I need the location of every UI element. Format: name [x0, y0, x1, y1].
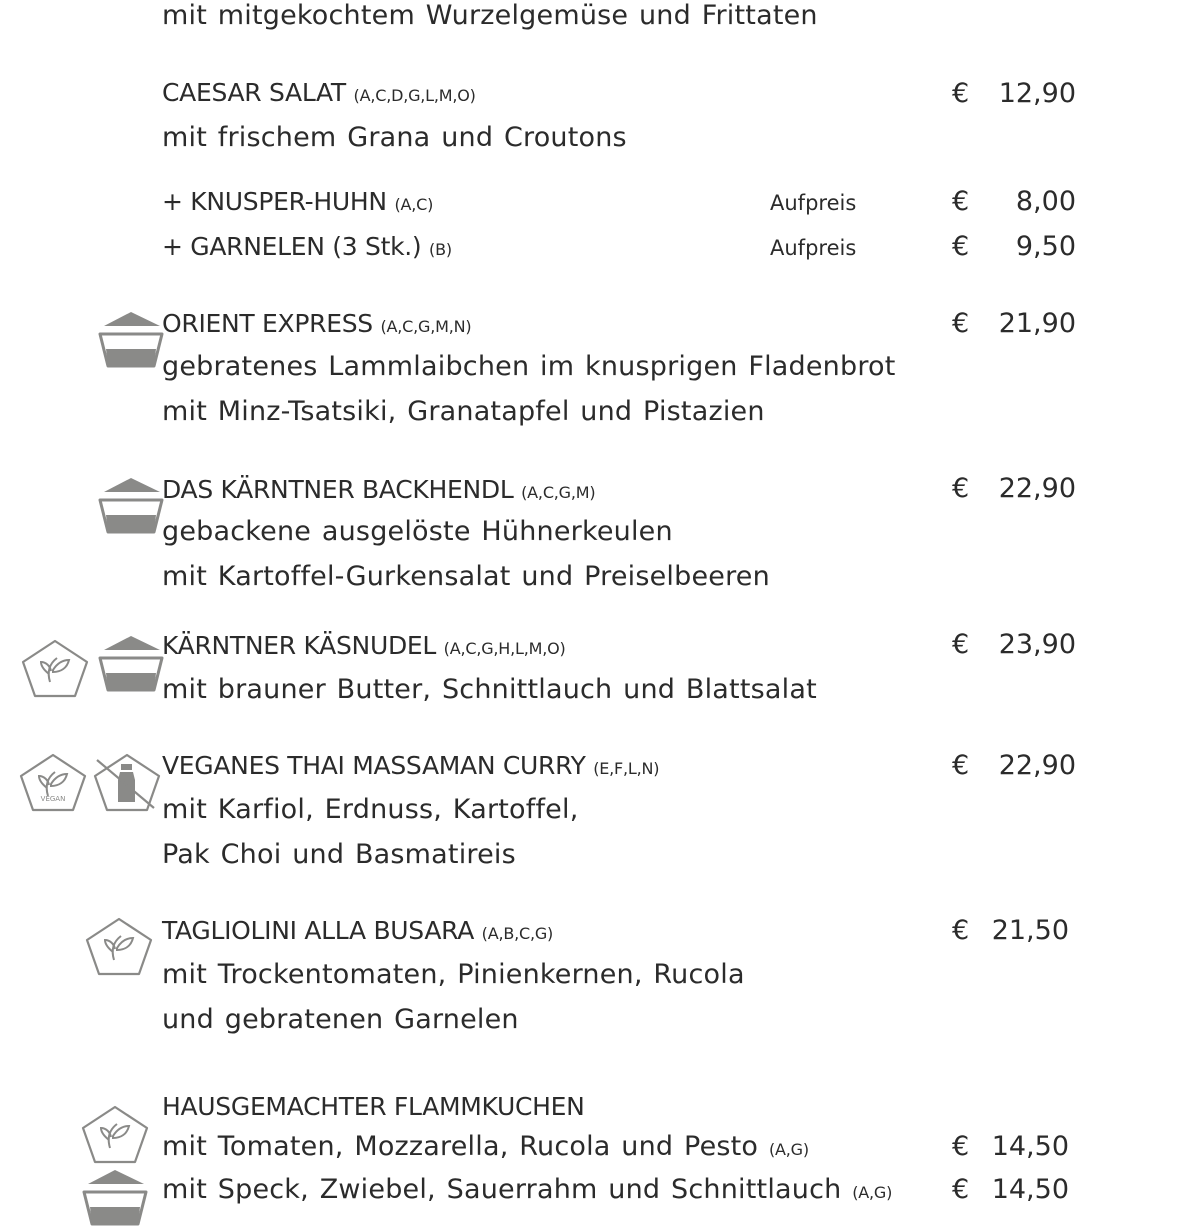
allergen-codes: (A,C,D,G,L,M,O)	[353, 86, 476, 105]
price-flammkuchen-tomato: 14,50	[991, 1131, 1069, 1162]
dish-title-caesar	[162, 78, 476, 107]
allergen-codes: (A,C)	[394, 195, 434, 214]
dish-description: mit brauner Butter, Schnittlauch und Blattsalat	[162, 674, 817, 705]
dish-description: und gebratenen Garnelen	[162, 1004, 519, 1035]
dish-description: gebackene ausgelöste Hühnerkeulen	[162, 516, 673, 547]
dish-name: VEGANES THAI MASSAMAN CURRY	[162, 751, 586, 780]
dish-name: ORIENT EXPRESS	[162, 309, 373, 338]
surcharge-label: Aufpreis	[770, 236, 857, 260]
currency-symbol: €	[952, 308, 970, 339]
price-caesar: 12,90	[998, 78, 1076, 109]
currency-symbol: €	[952, 1131, 970, 1162]
allergen-codes: (A,B,C,G)	[481, 924, 554, 943]
dish-description: Pak Choi und Basmatireis	[162, 839, 516, 870]
dish-description: mit Speck, Zwiebel, Sauerrahm und Schnittlauch	[162, 1174, 842, 1205]
surcharge-label: Aufpreis	[770, 191, 857, 215]
bowl-icon	[80, 1168, 150, 1228]
dish-description: mit Kartoffel-Gurkensalat und Preiselbeeren	[162, 561, 770, 592]
currency-symbol: €	[952, 1174, 970, 1205]
currency-symbol: €	[952, 473, 970, 504]
dish-title-tagliolini	[162, 916, 553, 945]
price-tagliolini: 21,50	[991, 915, 1069, 946]
currency-symbol: €	[952, 915, 970, 946]
dish-title-orient	[162, 309, 471, 338]
price-orient: 21,90	[998, 308, 1076, 339]
price-knusper-huhn: 8,00	[1015, 186, 1076, 217]
milk-crossed-icon	[92, 752, 162, 812]
price-curry: 22,90	[998, 750, 1076, 781]
currency-symbol: €	[952, 750, 970, 781]
bowl-icon	[96, 634, 166, 694]
extra-name: + GARNELEN (3 Stk.)	[162, 232, 422, 261]
dish-description: mit Karfiol, Erdnuss, Kartoffel,	[162, 794, 579, 825]
allergen-codes: (A,C,G,H,L,M,O)	[443, 639, 566, 658]
flammkuchen-variant-speck	[162, 1174, 892, 1205]
dish-name: KÄRNTNER KÄSNUDEL	[162, 631, 437, 660]
price-flammkuchen-speck: 14,50	[991, 1174, 1069, 1205]
vegan-leaf-icon	[18, 752, 88, 812]
vegan-label: VEGAN	[40, 795, 66, 803]
allergen-codes: (A,C,G,M)	[521, 483, 596, 502]
extra-garnelen	[162, 232, 452, 261]
bowl-icon	[96, 310, 166, 370]
dish-description: mit Minz-Tsatsiki, Granatapfel und Pistazien	[162, 396, 765, 427]
dish-name: TAGLIOLINI ALLA BUSARA	[162, 916, 474, 945]
allergen-codes: (B)	[429, 240, 452, 259]
dish-title-flammkuchen: HAUSGEMACHTER FLAMMKUCHEN	[162, 1092, 585, 1121]
currency-symbol: €	[952, 629, 970, 660]
currency-symbol: €	[952, 231, 970, 262]
dish-description: mit Tomaten, Mozzarella, Rucola und Pesto	[162, 1131, 759, 1162]
leaf-icon	[80, 1104, 150, 1164]
dish-name: DAS KÄRNTNER BACKHENDL	[162, 475, 514, 504]
currency-symbol: €	[952, 78, 970, 109]
extra-name: + KNUSPER-HUHN	[162, 187, 387, 216]
top-description: mit mitgekochtem Wurzelgemüse und Frittaten	[162, 0, 818, 31]
price-garnelen: 9,50	[1015, 231, 1076, 262]
price-backhendl: 22,90	[998, 473, 1076, 504]
dish-title-kasnudel	[162, 631, 566, 660]
allergen-codes: (A,G)	[768, 1140, 809, 1159]
leaf-icon	[84, 916, 154, 976]
allergen-codes: (E,F,L,N)	[593, 759, 660, 778]
currency-symbol: €	[952, 186, 970, 217]
extra-knusper-huhn	[162, 187, 433, 216]
flammkuchen-variant-tomato	[162, 1131, 809, 1162]
leaf-icon	[20, 638, 90, 698]
dish-name: CAESAR SALAT	[162, 78, 346, 107]
allergen-codes: (A,G)	[852, 1183, 893, 1202]
dish-title-curry	[162, 751, 659, 780]
price-kasnudel: 23,90	[998, 629, 1076, 660]
dish-description: gebratenes Lammlaibchen im knusprigen Fladenbrot	[162, 351, 896, 382]
bowl-icon	[96, 476, 166, 536]
dish-title-backhendl	[162, 475, 595, 504]
dish-description: mit frischem Grana und Croutons	[162, 122, 627, 153]
allergen-codes: (A,C,G,M,N)	[380, 317, 472, 336]
dish-description: mit Trockentomaten, Pinienkernen, Rucola	[162, 959, 745, 990]
